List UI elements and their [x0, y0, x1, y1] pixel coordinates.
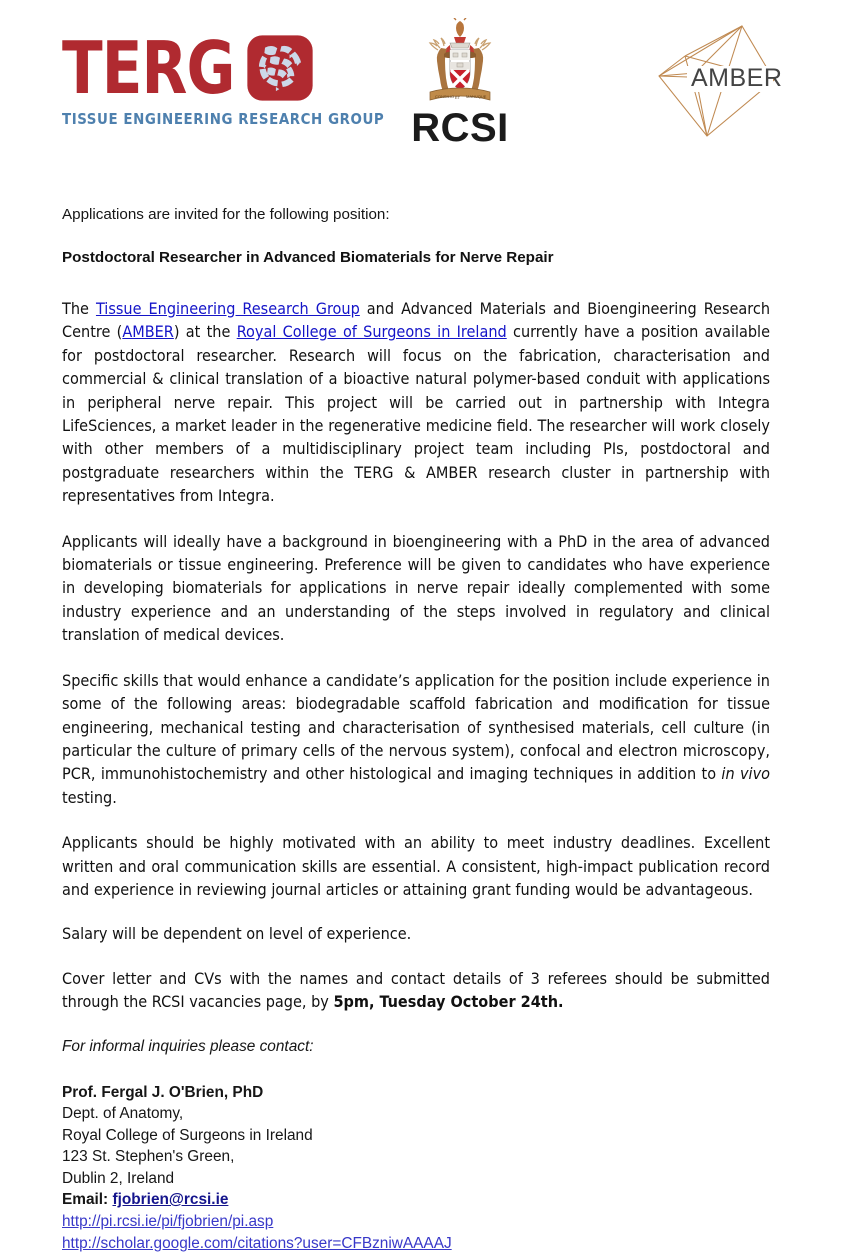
terg-wordmark — [62, 26, 292, 110]
terg-logo — [62, 26, 385, 138]
paragraph-overview — [62, 297, 770, 508]
contact-block — [62, 1082, 770, 1255]
para1-suffix: currently have a position available for postdoctoral researcher. Research will focus on the fabrication, characterisation and commercial & clinical translation of a bioactive natural polymer-based conduit with applications in peripheral nerve repair. This project will be carried out in partnership with Integra LifeSciences, a market leader in the regenerative medicine field. The researcher will work closely with other members of a multidisciplinary project team including PIs, postdoctoral and postgraduate researchers within the TERG & AMBER research cluster in partnership with representatives from Integra. — [62, 322, 770, 506]
amber-gem-wireframe-icon — [645, 18, 785, 143]
rcsi-wordmark: RCSI — [411, 106, 509, 150]
application-deadline: 5pm, Tuesday October 24th. — [333, 992, 564, 1012]
contact-url1-row — [62, 1211, 770, 1233]
contact-city: Dublin 2, Ireland — [62, 1169, 175, 1187]
link-tissue-engineering-research-group[interactable]: Tissue Engineering Research Group — [95, 299, 360, 318]
scaffold-circle-icon — [246, 34, 314, 102]
personal-page-link[interactable]: http://pi.rcsi.ie/pi/fjobrien/pi.asp — [62, 1212, 274, 1230]
para1-mid2: ) at the — [173, 322, 237, 342]
email-label: Email: — [62, 1191, 113, 1209]
para3-suffix: testing. — [62, 787, 117, 807]
para3-italic-in-vivo: in vivo — [721, 764, 770, 784]
terg-subtitle: TISSUE ENGINEERING RESEARCH GROUP — [62, 110, 385, 128]
para6-prefix: Cover letter and CVs with the names and contact details of 3 referees should be submitted through the RCSI vacancies page, by — [62, 968, 770, 1012]
paragraph-motivation: Applicants should be highly motivated with an ability to meet industry deadlines. Excellent written and oral communication skills are essential. A consistent, high-impact publication record and experience in reviewing journal articles or attaining grant funding would be advantageous. — [62, 833, 770, 899]
contact-street: 123 St. Stephen's Green, — [62, 1148, 235, 1166]
contact-institution: Royal College of Surgeons in Ireland — [62, 1126, 313, 1144]
para3-prefix: Specific skills that would enhance a candidate’s application for the position include experience in some of the following areas: biodegradable scaffold fabrication and modification for tissue engineering, mechanical testing and characterisation of synthesised materials, cell culture (in particular the culture of primary cells of the nervous system), confocal and electron microscopy, PCR, immunohistochemistry and other histological and imaging techniques in addition to — [62, 670, 770, 784]
job-title: Postdoctoral Researcher in Advanced Biomaterials for Nerve Repair — [62, 249, 554, 266]
link-amber[interactable]: AMBER — [122, 322, 174, 342]
paragraph-skills — [62, 669, 770, 809]
logo-header-band — [0, 0, 856, 175]
para1-prefix: The — [62, 299, 96, 318]
lead-line: Applications are invited for the following position: — [62, 206, 390, 223]
google-scholar-link[interactable]: http://scholar.google.com/citations?user=CFBzniwAAAAJ — [62, 1234, 452, 1252]
paragraph-requirements: Applicants will ideally have a background in bioengineering with a PhD in the area of advanced biomaterials or tissue engineering. Preference will be given to candidates who have experience in developing biomaterials for applications in nerve repair ideally complemented with some industry experience and an understanding of the steps involved in regulatory and clinical translation of medical devices. — [62, 531, 770, 645]
rcsi-logo — [400, 18, 520, 148]
terg-wordmark-text: TERG — [62, 26, 235, 110]
contact-url2-row — [62, 1233, 770, 1255]
rcsi-coat-of-arms-icon — [414, 18, 506, 106]
contact-name: Prof. Fergal J. O'Brien, PhD — [62, 1083, 264, 1101]
email-link[interactable]: fjobrien@rcsi.ie — [112, 1191, 229, 1209]
link-royal-college-of-surgeons-in-ireland[interactable]: Royal College of Surgeons in Ireland — [236, 322, 507, 342]
document-body — [62, 205, 770, 1255]
svg-text:ET: ET — [455, 95, 461, 100]
contact-department: Dept. of Anatomy, — [62, 1105, 184, 1123]
amber-wordmark: AMBER — [691, 64, 783, 92]
paragraph-application — [62, 967, 770, 1014]
para1-mid1: and Advanced Materials and Bioengineering Research Centre ( — [62, 299, 771, 342]
svg-text:MANUQUE: MANUQUE — [466, 94, 487, 99]
svg-text:CONSILIO: CONSILIO — [435, 94, 455, 99]
amber-logo — [645, 18, 785, 143]
paragraph-salary: Salary will be dependent on level of experience. — [62, 924, 412, 944]
contact-intro: For informal inquiries please contact: — [62, 1037, 314, 1055]
